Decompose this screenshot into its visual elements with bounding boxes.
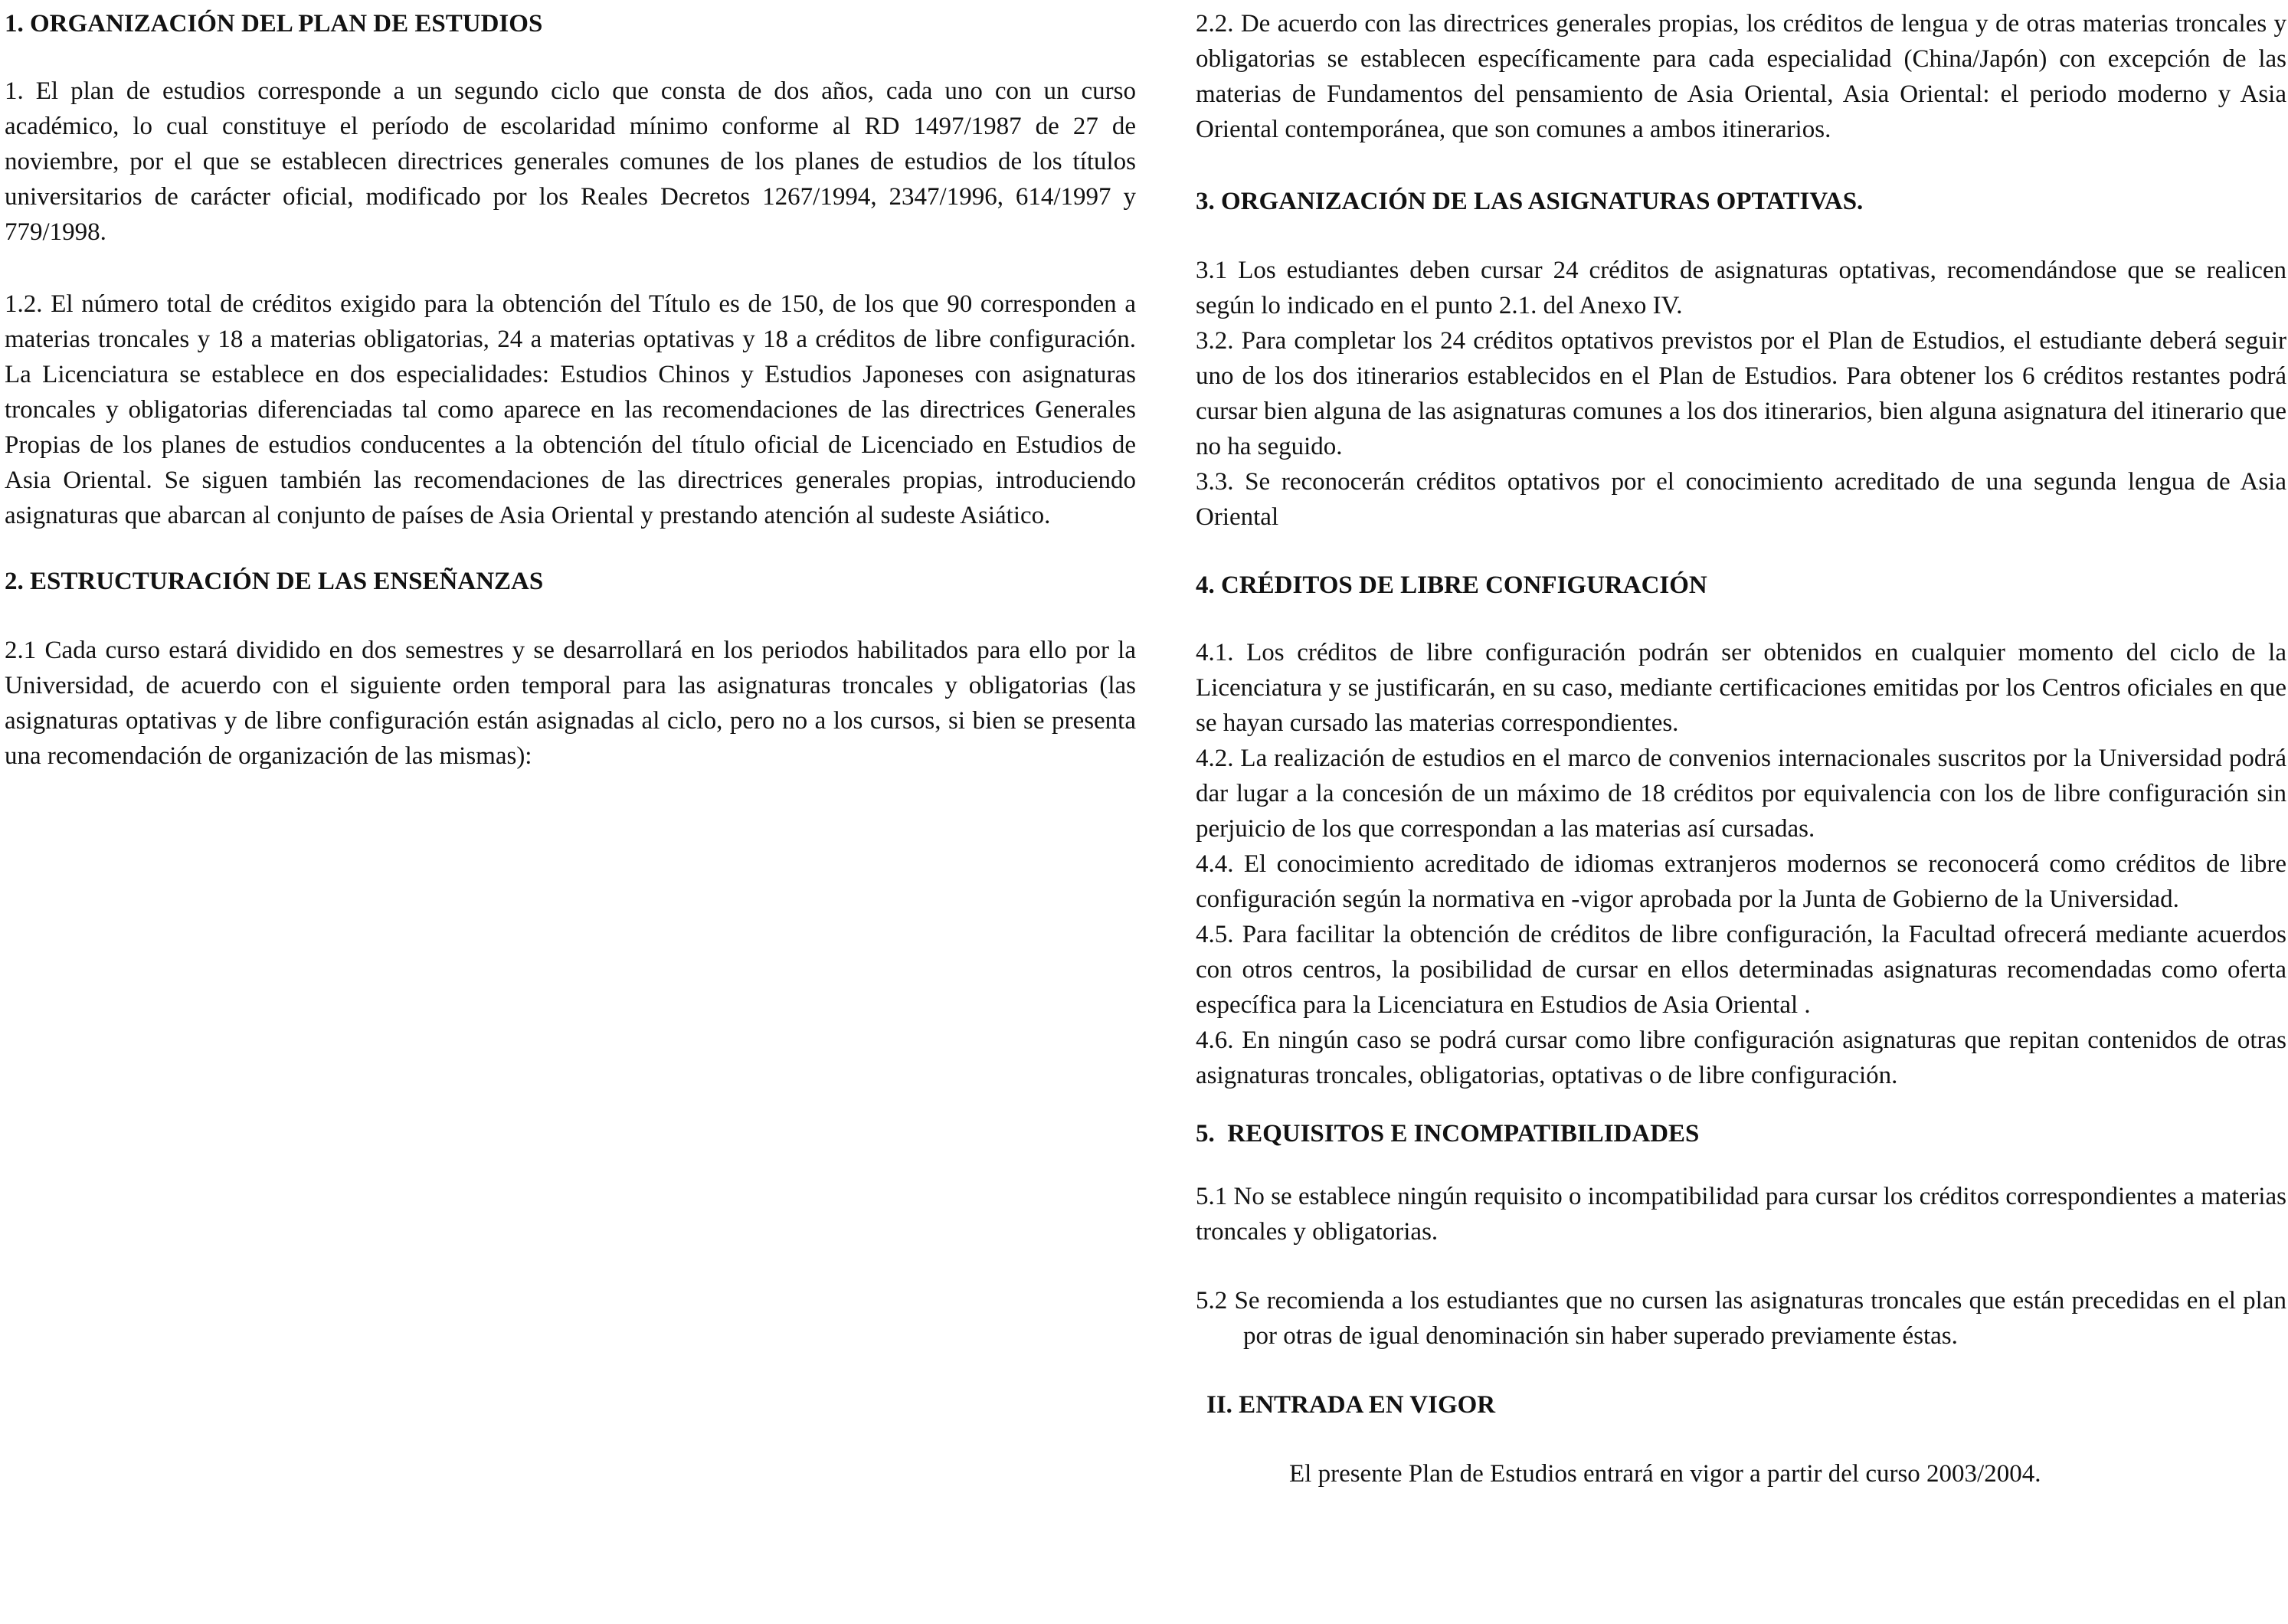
paragraph-1-2: 1.2. El número total de créditos exigido para la obtención del Título es de 150, de los que 90 corresponden a materias troncales y 18 a materias obligatorias, 24 a materias optativas y 18 a créditos de libre configuración. La Licenciatura se establece en dos especialidades: Estudios Chinos y Estudios Japoneses con asignaturas troncales y obligatorias diferenciadas tal como aparece en las recomendaciones de las directrices Generales Propias de los planes de estudios conducentes a la obtención del título oficial de Licenciado en Estudios de Asia Oriental. Se siguen también las recomendaciones de las directrices generales propias, introduciendo asignaturas que abarcan al conjunto de países de Asia Oriental y prestando atención al sudeste Asiático. [5,290,1136,529]
section-2-heading: 2. ESTRUCTURACIÓN DE LAS ENSEÑANZAS [5,568,544,595]
right-column [1196,6,2286,1491]
paragraph-2-2: 2.2. De acuerdo con las directrices generales propias, los créditos de lengua y de otras materias troncales y obligatorias se establecen específicamente para cada especialidad (China/Japón) con excepción de las materias de Fundamentos del pensamiento de Asia Oriental, Asia Oriental: el periodo moderno y Asia Oriental contemporánea, que son comunes a ambos itinerarios. [1196,10,2286,143]
paragraph-4-4: 4.4. El conocimiento acreditado de idiomas extranjeros modernos se reconocerá como créditos de libre configuración según la normativa en -vigor aprobada por la Junta de Gobierno de la Universidad. [1196,850,2286,913]
entrada-en-vigor-heading: II. ENTRADA EN VIGOR [1206,1391,1496,1419]
paragraph-1: 1. El plan de estudios corresponde a un segundo ciclo que consta de dos años, cada uno con un curso académico, lo cual constituye el período de escolaridad mínimo conforme al RD 1497/1987 de 27 de noviembre, por el que se establecen directrices generales comunes de los planes de estudios de los títulos universitarios de carácter oficial, modificado por los Reales Decretos 1267/1994, 2347/1996, 614/1997 y 779/1998. [5,77,1136,246]
paragraph-5-1: 5.1 No se establece ningún requisito o incompatibilidad para cursar los créditos correspondientes a materias troncales y obligatorias. [1196,1183,2286,1246]
section-5-heading: 5. REQUISITOS E INCOMPATIBILIDADES [1196,1120,1700,1148]
paragraph-2-1: 2.1 Cada curso estará dividido en dos semestres y se desarrollará en los periodos habilitados para ello por la Universidad, de acuerdo con el siguiente orden temporal para las asignaturas troncales y obligatorias (las asignaturas optativas y de libre configuración están asignadas al ciclo, pero no a los cursos, si bien se presenta una recomendación de organización de las mismas): [5,637,1136,770]
section-1-heading: 1. ORGANIZACIÓN DEL PLAN DE ESTUDIOS [5,10,543,38]
section-4-paragraph-group [1196,635,2286,1093]
paragraph-4-6: 4.6. En ningún caso se podrá cursar como libre configuración asignaturas que repitan contenidos de otras asignaturas troncales, obligatorias, optativas o de libre configuración. [1196,1026,2286,1089]
paragraph-entrada-en-vigor: El presente Plan de Estudios entrará en vigor a partir del curso 2003/2004. [1289,1460,2041,1488]
paragraph-3-2: 3.2. Para completar los 24 créditos optativos previstos por el Plan de Estudios, el estudiante deberá seguir uno de los dos itinerarios establecidos en el Plan de Estudios. Para obtener los 6 créditos restantes podrá cursar bien alguna de las asignaturas comunes a los dos itinerarios, bien alguna asignatura del itinerario que no ha seguido. [1196,327,2286,460]
paragraph-4-2: 4.2. La realización de estudios en el marco de convenios internacionales suscritos por la Universidad podrá dar lugar a la concesión de un máximo de 18 créditos por equivalencia con los de libre configuración sin perjuicio de los que correspondan a las materias así cursadas. [1196,745,2286,843]
paragraph-5-2: 5.2 Se recomienda a los estudiantes que no cursen las asignaturas troncales que están precedidas en el plan por otras de igual denominación sin haber superado previamente éstas. [1196,1287,2286,1350]
paragraph-4-5: 4.5. Para facilitar la obtención de créditos de libre configuración, la Facultad ofrecerá mediante acuerdos con otros centros, la posibilidad de cursar en ellos determinadas asignaturas recomendadas como oferta específica para la Licenciatura en Estudios de Asia Oriental . [1196,921,2286,1019]
paragraph-4-1: 4.1. Los créditos de libre configuración podrán ser obtenidos en cualquier momento del ciclo de la Licenciatura y se justificarán, en su caso, mediante certificaciones emitidas por los Centros oficiales en que se hayan cursado las materias correspondientes. [1196,639,2286,737]
paragraph-3-1: 3.1 Los estudiantes deben cursar 24 créditos de asignaturas optativas, recomendándose que se realicen según lo indicado en el punto 2.1. del Anexo IV. [1196,257,2286,319]
section-3-heading: 3. ORGANIZACIÓN DE LAS ASIGNATURAS OPTATIVAS. [1196,188,1864,215]
section-3-paragraph-group [1196,253,2286,535]
section-4-heading: 4. CRÉDITOS DE LIBRE CONFIGURACIÓN [1196,571,1707,599]
paragraph-3-3: 3.3. Se reconocerán créditos optativos por el conocimiento acreditado de una segunda lengua de Asia Oriental [1196,468,2286,531]
left-column [5,6,1136,774]
